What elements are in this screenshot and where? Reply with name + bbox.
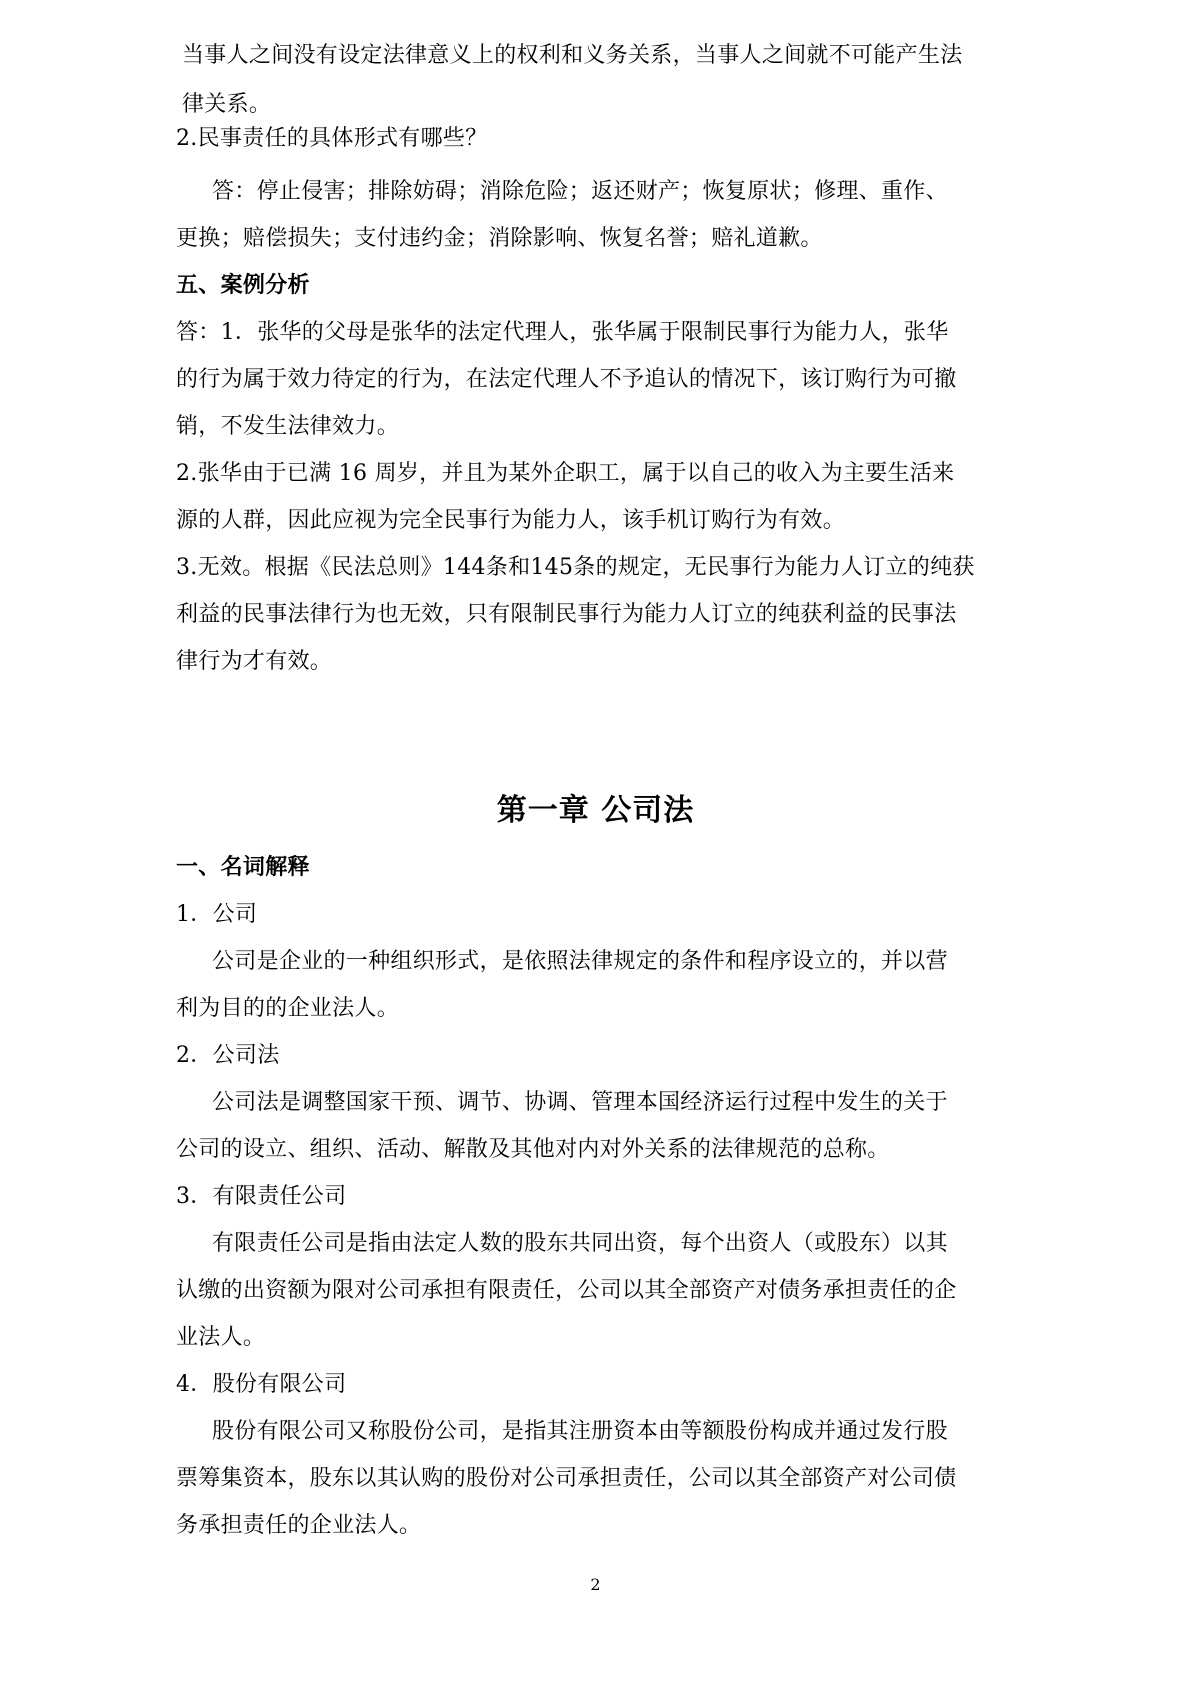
- definition-line: 公司是企业的一种组织形式，是依照法律规定的条件和程序设立的，并以营: [212, 949, 948, 974]
- definition-line: 有限责任公司是指由法定人数的股东共同出资，每个出资人（或股东）以其: [212, 1231, 948, 1256]
- text-line: 利益的民事法律行为也无效，只有限制民事行为能力人订立的纯获利益的民事法: [176, 602, 957, 627]
- term-heading: 1．公司: [176, 902, 258, 927]
- definition-line: 认缴的出资额为限对公司承担有限责任，公司以其全部资产对债务承担责任的企: [176, 1278, 957, 1303]
- text-line: 的行为属于效力待定的行为，在法定代理人不予追认的情况下，该订购行为可撤: [176, 367, 957, 392]
- answer-line: 答：停止侵害；排除妨碍；消除危险；返还财产；恢复原状；修理、重作、: [212, 179, 948, 204]
- term-heading: 4．股份有限公司: [176, 1372, 347, 1397]
- definition-line: 票筹集资本，股东以其认购的股份对公司承担责任，公司以其全部资产对公司债: [176, 1466, 957, 1491]
- chapter-title: 第一章 公司法: [496, 793, 695, 828]
- definition-line: 股份有限公司又称股份公司，是指其注册资本由等额股份构成并通过发行股: [212, 1419, 948, 1444]
- text-line: 当事人之间没有设定法律意义上的权利和义务关系，当事人之间就不可能产生法: [182, 43, 963, 68]
- text-line: 销，不发生法律效力。: [176, 414, 400, 439]
- definition-line: 公司法是调整国家干预、调节、协调、管理本国经济运行过程中发生的关于: [212, 1090, 948, 1115]
- definition-line: 公司的设立、组织、活动、解散及其他对内对外关系的法律规范的总称。: [176, 1137, 890, 1162]
- text-line: 2.张华由于已满 16 周岁，并且为某外企职工，属于以自己的收入为主要生活来: [176, 461, 955, 486]
- text-line: 更换；赔偿损失；支付违约金；消除影响、恢复名誉；赔礼道歉。: [176, 226, 823, 251]
- term-heading: 2．公司法: [176, 1043, 280, 1068]
- term-heading: 3．有限责任公司: [176, 1184, 347, 1209]
- definition-line: 利为目的的企业法人。: [176, 996, 400, 1021]
- question-line: 2.民事责任的具体形式有哪些？: [176, 126, 488, 151]
- section-heading: 五、案例分析: [176, 273, 310, 298]
- page-number: 2: [590, 1575, 601, 1594]
- text-line: 源的人群，因此应视为完全民事行为能力人，该手机订购行为有效。: [176, 508, 846, 533]
- text-line: 3.无效。根据《民法总则》144条和145条的规定，无民事行为能力人订立的纯获: [176, 555, 975, 580]
- definition-line: 务承担责任的企业法人。: [176, 1513, 422, 1538]
- section-heading: 一、名词解释: [176, 855, 310, 880]
- definition-line: 业法人。: [176, 1325, 266, 1350]
- answer-line: 答：1．张华的父母是张华的法定代理人，张华属于限制民事行为能力人，张华: [176, 320, 949, 345]
- text-line: 律关系。: [182, 92, 272, 117]
- text-line: 律行为才有效。: [176, 649, 333, 674]
